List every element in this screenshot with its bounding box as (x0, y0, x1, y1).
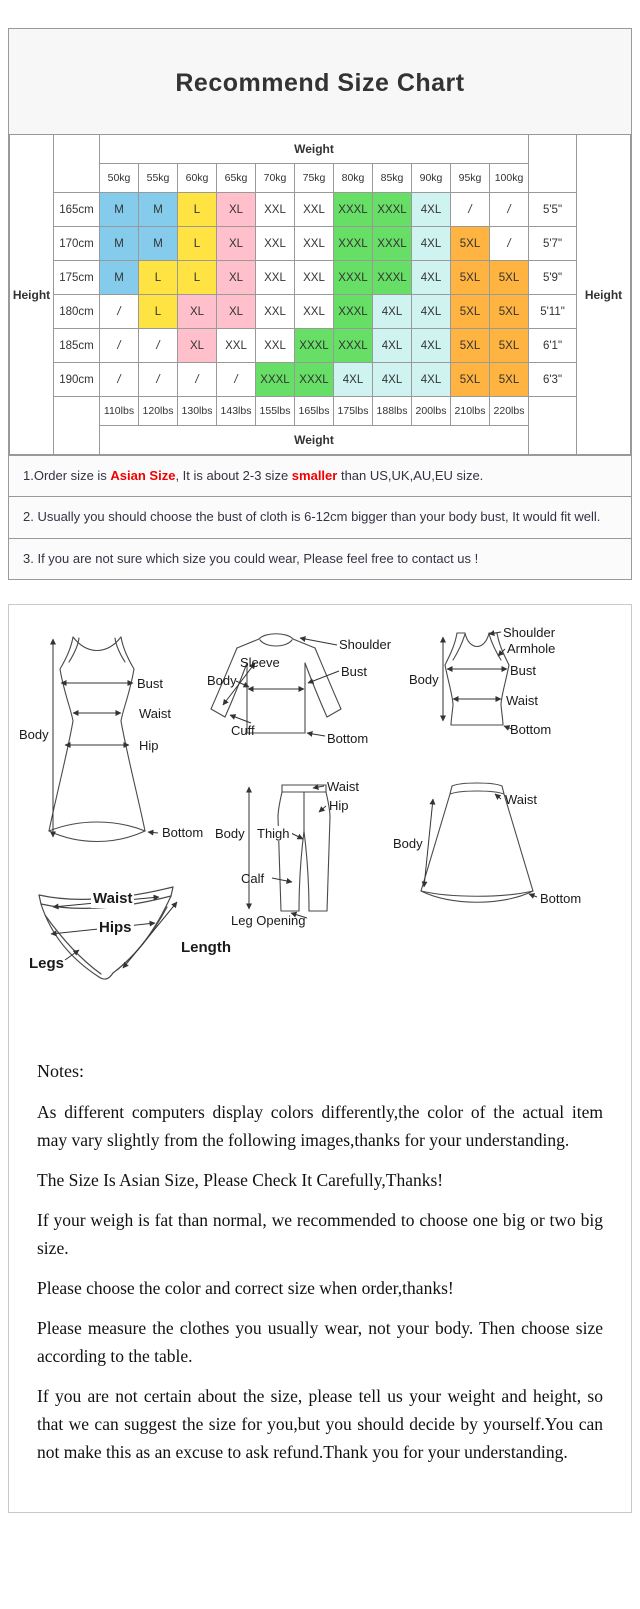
size-cell: 4XL (412, 193, 451, 227)
note-paragraph: If your weigh is fat than normal, we recommended to choose one big or two big size. (37, 1209, 603, 1258)
size-chart-notes (9, 455, 631, 579)
corner-blank (529, 135, 577, 193)
vest-waist-label: Waist (506, 692, 539, 708)
size-cell: XL (217, 193, 256, 227)
size-cell: XXL (295, 261, 334, 295)
shirt-bust-label: Bust (341, 663, 368, 679)
size-cell: L (178, 261, 217, 295)
note-paragraph: Please choose the color and correct size when order,thanks! (37, 1277, 454, 1298)
size-cell: XXL (217, 329, 256, 363)
note-paragraph: The Size Is Asian Size, Please Check It Carefully,Thanks! (37, 1169, 444, 1190)
size-cell: XXXL (334, 193, 373, 227)
weight-lbs-cell: 155lbs (256, 397, 295, 426)
vest-shoulder-label: Shoulder (503, 624, 556, 640)
size-cell: / (451, 193, 490, 227)
size-cell: 4XL (412, 261, 451, 295)
size-cell: XXXL (334, 295, 373, 329)
size-cell: L (178, 227, 217, 261)
weight-lbs-cell: 110lbs (100, 397, 139, 426)
garment-diagrams-svg (9, 605, 631, 1005)
pants-measure-lines (249, 786, 326, 918)
weight-kg-cell: 100kg (490, 164, 529, 193)
dress-bust-label: Bust (137, 675, 164, 691)
size-cell: XXL (256, 193, 295, 227)
pants-hip-label: Hip (329, 797, 349, 813)
weight-footer: Weight (100, 426, 529, 455)
height-cm-cell: 185cm (54, 329, 100, 363)
chart-note-text: 2. Usually you should choose the bust of cloth is 6-12cm bigger than your body bust, It would fit well. (23, 509, 601, 525)
size-row (10, 227, 631, 261)
skirt-body-label: Body (393, 835, 423, 851)
height-ft-cell: 5'9" (529, 261, 577, 295)
shirt-body-label: Body (207, 672, 237, 688)
chart-note-text: 1.Order size is (23, 468, 111, 483)
skirt-measure-lines (424, 791, 538, 897)
size-cell: XXXL (256, 363, 295, 397)
size-cell: / (217, 363, 256, 397)
size-cell: 5XL (451, 329, 490, 363)
size-cell: 4XL (412, 363, 451, 397)
size-table (9, 134, 631, 455)
measurement-diagrams (9, 605, 631, 1005)
size-cell: XXXL (295, 329, 334, 363)
pants-thigh-label: Thigh (257, 825, 290, 841)
dress-bottom-label: Bottom (162, 824, 204, 840)
size-cell: / (490, 227, 529, 261)
pants-body-label: Body (215, 825, 245, 841)
vest-bust-label: Bust (510, 662, 537, 678)
size-cell: M (100, 227, 139, 261)
chart-note-text: smaller (291, 468, 338, 483)
size-cell: L (139, 295, 178, 329)
size-cell: / (100, 295, 139, 329)
size-row (10, 193, 631, 227)
weight-lbs-cell: 120lbs (139, 397, 178, 426)
vest-bottom-label: Bottom (510, 721, 552, 737)
size-cell: 5XL (490, 363, 529, 397)
chart-note-1 (9, 455, 631, 496)
notes-paragraphs (37, 1098, 603, 1466)
size-chart-title: Recommend Size Chart (175, 69, 465, 97)
size-cell: XXXL (334, 227, 373, 261)
size-row (10, 261, 631, 295)
pants-leg-opening-label: Leg Opening (231, 912, 306, 928)
size-cell: 4XL (373, 363, 412, 397)
weight-kg-cell: 75kg (295, 164, 334, 193)
weight-lbs-cell: 220lbs (490, 397, 529, 426)
size-cell: 5XL (451, 295, 490, 329)
size-cell: / (100, 363, 139, 397)
size-cell: 4XL (373, 295, 412, 329)
size-cell: 5XL (451, 363, 490, 397)
weight-lbs-cell: 130lbs (178, 397, 217, 426)
weight-kg-cell: 65kg (217, 164, 256, 193)
size-cell: XL (178, 329, 217, 363)
size-cell: / (100, 329, 139, 363)
weight-kg-cell: 90kg (412, 164, 451, 193)
dress-body-label: Body (19, 726, 49, 742)
briefs-waist-label: Waist (93, 889, 133, 907)
size-cell: 4XL (373, 329, 412, 363)
size-cell: XXL (295, 193, 334, 227)
size-cell: XXL (256, 329, 295, 363)
size-cell: XXXL (334, 329, 373, 363)
briefs-legs-label: Legs (29, 954, 65, 972)
height-label-right: Height (577, 135, 631, 455)
weight-lbs-cell: 175lbs (334, 397, 373, 426)
weight-lbs-cell: 200lbs (412, 397, 451, 426)
chart-note-text: , It is about 2-3 size (175, 468, 292, 483)
size-cell: XXL (256, 295, 295, 329)
size-cell: XXXL (295, 363, 334, 397)
vest-body-label: Body (409, 671, 439, 687)
note-paragraph: Please measure the clothes you usually wear, not your body. Then choose size according to the table. (37, 1317, 603, 1366)
size-cell: / (178, 363, 217, 397)
dress-hip-label: Hip (139, 737, 159, 753)
weight-kg-cell: 70kg (256, 164, 295, 193)
size-cell: XXL (256, 261, 295, 295)
size-cell: M (139, 193, 178, 227)
size-cell: XL (178, 295, 217, 329)
size-cell: M (100, 193, 139, 227)
size-chart-section (8, 28, 632, 580)
weight-kg-cell: 80kg (334, 164, 373, 193)
size-cell: M (139, 227, 178, 261)
corner-blank (54, 397, 100, 455)
size-cell: 4XL (412, 329, 451, 363)
size-cell: XXXL (373, 261, 412, 295)
weight-kg-cell: 60kg (178, 164, 217, 193)
size-cell: 4XL (412, 227, 451, 261)
size-row (10, 329, 631, 363)
size-cell: 4XL (334, 363, 373, 397)
size-cell: 5XL (451, 261, 490, 295)
dress-diagram (49, 637, 145, 842)
skirt-waist-label: Waist (505, 791, 538, 807)
pants-waist-label: Waist (327, 778, 360, 794)
size-cell: XXXL (373, 227, 412, 261)
size-cell: / (490, 193, 529, 227)
size-cell: XXXL (334, 261, 373, 295)
notes-heading: Notes: (37, 1060, 84, 1081)
size-cell: L (178, 193, 217, 227)
size-cell: 5XL (490, 261, 529, 295)
shirt-shoulder-label: Shoulder (339, 636, 392, 652)
weight-lbs-cell: 165lbs (295, 397, 334, 426)
chart-note-3 (9, 538, 631, 579)
size-cell: 4XL (412, 295, 451, 329)
size-cell: 5XL (451, 227, 490, 261)
shirt-sleeve-label: Sleeve (240, 654, 280, 670)
size-row (10, 295, 631, 329)
shirt-bottom-label: Bottom (327, 730, 369, 746)
chart-note-text: than US,UK,AU,EU size. (337, 468, 484, 483)
size-cell: XL (217, 227, 256, 261)
shirt-cuff-label: Cuff (231, 722, 255, 738)
shirt-measure-lines (223, 638, 339, 736)
corner-blank (529, 397, 577, 455)
height-ft-cell: 6'1" (529, 329, 577, 363)
height-cm-cell: 180cm (54, 295, 100, 329)
corner-blank (54, 135, 100, 193)
size-cell: XXL (256, 227, 295, 261)
size-cell: XXL (295, 227, 334, 261)
size-table-body (10, 135, 631, 455)
weight-lbs-cell: 188lbs (373, 397, 412, 426)
vest-armhole-label: Armhole (507, 640, 556, 656)
briefs-hips-label: Hips (99, 918, 132, 936)
chart-note-text: 3. If you are not sure which size you could wear, Please feel free to contact us ! (23, 550, 479, 566)
size-row (10, 363, 631, 397)
dress-waist-label: Waist (139, 705, 172, 721)
weight-header: Weight (100, 135, 529, 164)
size-cell: XL (217, 261, 256, 295)
briefs-length-label: Length (181, 938, 231, 956)
size-cell: 5XL (490, 329, 529, 363)
weight-lbs-cell: 210lbs (451, 397, 490, 426)
weight-kg-cell: 55kg (139, 164, 178, 193)
pants-diagram (278, 785, 330, 911)
height-ft-cell: 6'3" (529, 363, 577, 397)
size-cell: XXL (295, 295, 334, 329)
skirt-bottom-label: Bottom (540, 890, 582, 906)
note-paragraph: If you are not certain about the size, please tell us your weight and height, so that we can suggest the size for you,but you should decide by yourself.You can not make this as an excuse to ask refund.Thank you for your understanding. (37, 1385, 603, 1462)
notes-section (9, 1005, 631, 1512)
height-cm-cell: 175cm (54, 261, 100, 295)
size-cell: / (139, 329, 178, 363)
size-cell: 5XL (490, 295, 529, 329)
height-ft-cell: 5'11" (529, 295, 577, 329)
size-cell: XL (217, 295, 256, 329)
height-cm-cell: 190cm (54, 363, 100, 397)
weight-lbs-cell: 143lbs (217, 397, 256, 426)
chart-note-text: Asian Size (110, 468, 176, 483)
measurement-section (8, 604, 632, 1513)
vest-diagram (445, 633, 509, 725)
height-cm-cell: 165cm (54, 193, 100, 227)
size-cell: L (139, 261, 178, 295)
size-cell: / (139, 363, 178, 397)
pants-calf-label: Calf (241, 870, 265, 886)
size-cell: XXXL (373, 193, 412, 227)
note-paragraph: As different computers display colors differently,the color of the actual item may vary slightly from the following images,thanks for your understanding. (37, 1101, 603, 1150)
height-ft-cell: 5'5" (529, 193, 577, 227)
height-cm-cell: 170cm (54, 227, 100, 261)
height-label-left: Height (10, 135, 54, 455)
size-cell: M (100, 261, 139, 295)
weight-kg-cell: 50kg (100, 164, 139, 193)
height-ft-cell: 5'7" (529, 227, 577, 261)
chart-note-2 (9, 496, 631, 537)
weight-kg-cell: 95kg (451, 164, 490, 193)
weight-kg-cell: 85kg (373, 164, 412, 193)
